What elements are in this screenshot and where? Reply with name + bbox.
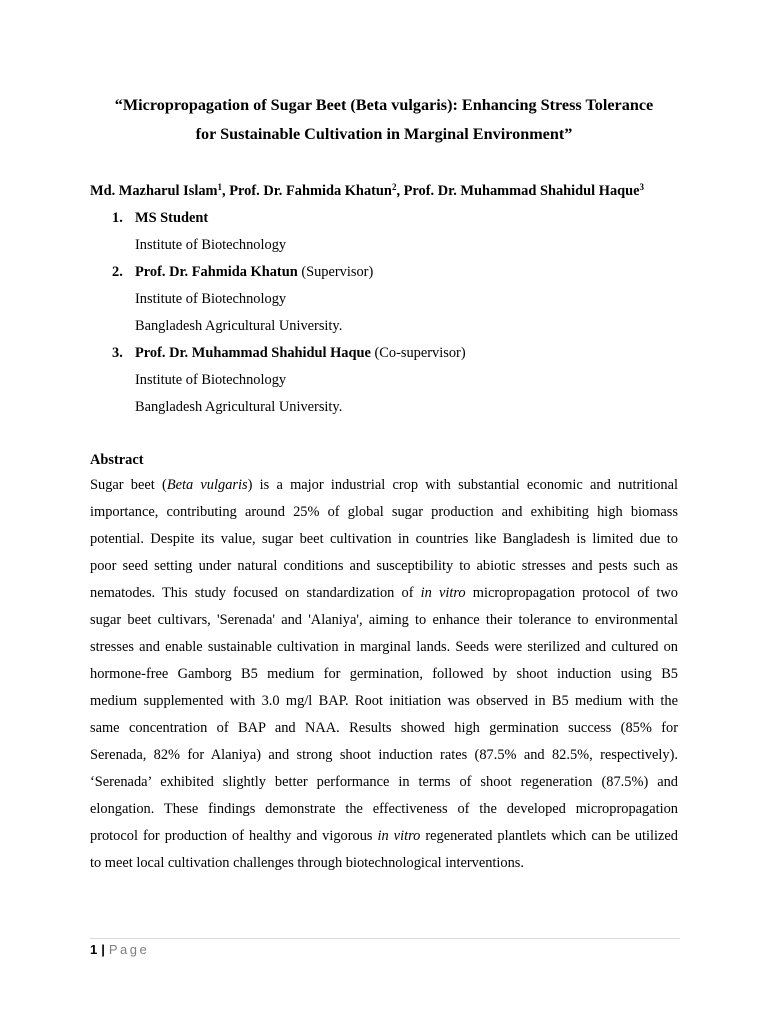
abstract-italic-term: Beta vulgaris bbox=[166, 477, 248, 493]
abstract-text: stresses and enable sustainable cultivation in marginal lands. Seeds were sterilized and cultured on bbox=[90, 639, 678, 655]
abstract-text: regenerated plantlets which can be utilized bbox=[420, 828, 678, 844]
abstract-line bbox=[90, 796, 678, 823]
abstract-text: Serenada, 82% for Alaniya) and strong shoot induction rates (87.5% and 82.5%, respectively). bbox=[90, 747, 678, 763]
abstract-text: hormone-free Gamborg B5 medium for germination, followed by shoot induction using B5 bbox=[90, 666, 678, 682]
affiliation-role: (Supervisor) bbox=[297, 264, 374, 280]
page-number: 1 bbox=[90, 942, 98, 957]
abstract-line bbox=[90, 850, 678, 877]
affiliation-name: Prof. Dr. Muhammad Shahidul Haque bbox=[135, 345, 371, 361]
abstract-line bbox=[90, 634, 678, 661]
abstract-body bbox=[90, 472, 678, 877]
abstract-text: nematodes. This study focused on standardization of bbox=[90, 585, 421, 601]
affiliation-item bbox=[112, 340, 692, 421]
affiliation-institute: Institute of Biotechnology bbox=[135, 291, 287, 307]
author-name: Md. Mazharul Islam bbox=[90, 183, 218, 199]
author-list bbox=[90, 181, 690, 201]
abstract-text: micropropagation protocol of two bbox=[465, 585, 678, 601]
affiliation-name: MS Student bbox=[135, 210, 209, 226]
affiliation-university: Bangladesh Agricultural University. bbox=[135, 399, 343, 415]
abstract-line bbox=[90, 742, 678, 769]
abstract-text: same concentration of BAP and NAA. Results showed high germination success (85% for bbox=[90, 720, 678, 736]
paper-title bbox=[80, 91, 688, 149]
author-superscript: 3 bbox=[639, 182, 645, 192]
affiliation-list bbox=[112, 205, 692, 421]
abstract-heading: Abstract bbox=[90, 452, 144, 468]
abstract-text: ‘Serenada’ exhibited slightly better performance in terms of shoot regeneration (87.5%) and bbox=[90, 774, 678, 790]
author-name: Prof. Dr. Muhammad Shahidul Haque bbox=[403, 183, 640, 199]
abstract-text: protocol for production of healthy and vigorous bbox=[90, 828, 378, 844]
author-separator: , bbox=[222, 183, 230, 199]
page-footer bbox=[90, 941, 149, 959]
abstract-line bbox=[90, 715, 678, 742]
abstract-line bbox=[90, 553, 678, 580]
abstract-text: poor seed setting under natural conditions and susceptibility to abiotic stresses and pests such as bbox=[90, 558, 678, 574]
title-line-1: “Micropropagation of Sugar Beet (Beta vulgaris): Enhancing Stress Tolerance bbox=[114, 96, 654, 114]
abstract-text: ) is a major industrial crop with substantial economic and nutritional bbox=[247, 477, 679, 493]
abstract-italic-term: in vitro bbox=[377, 828, 421, 844]
abstract-text: elongation. These findings demonstrate the effectiveness of the developed micropropagation bbox=[90, 801, 678, 817]
affiliation-name: Prof. Dr. Fahmida Khatun bbox=[135, 264, 298, 280]
affiliation-number: 2. bbox=[112, 264, 123, 280]
abstract-line bbox=[90, 499, 678, 526]
abstract-line bbox=[90, 823, 678, 850]
abstract-text: sugar beet cultivars, 'Serenada' and 'Alaniya', aiming to enhance their tolerance to environmental bbox=[90, 612, 678, 628]
abstract-text: potential. Despite its value, sugar beet cultivation in countries like Bangladesh is limited due to bbox=[90, 531, 678, 547]
author-superscript: 1 bbox=[217, 182, 223, 192]
footer-divider bbox=[90, 938, 680, 939]
affiliation-number: 3. bbox=[112, 345, 123, 361]
abstract-text: to meet local cultivation challenges through biotechnological interventions. bbox=[90, 855, 524, 871]
author-superscript: 2 bbox=[391, 182, 397, 192]
abstract-line bbox=[90, 661, 678, 688]
abstract-line bbox=[90, 769, 678, 796]
abstract-line bbox=[90, 472, 678, 499]
abstract-text: Sugar beet ( bbox=[90, 477, 167, 493]
page-label: Page bbox=[108, 942, 150, 957]
abstract-line bbox=[90, 526, 678, 553]
author-name: Prof. Dr. Fahmida Khatun bbox=[229, 183, 392, 199]
abstract-text: medium supplemented with 3.0 mg/l BAP. Root initiation was observed in B5 medium with the bbox=[90, 693, 678, 709]
affiliation-role: (Co-supervisor) bbox=[370, 345, 466, 361]
abstract-line bbox=[90, 580, 678, 607]
abstract-line bbox=[90, 607, 678, 634]
affiliation-institute: Institute of Biotechnology bbox=[135, 237, 287, 253]
title-line-2: for Sustainable Cultivation in Marginal Environment” bbox=[195, 125, 573, 143]
abstract-italic-term: in vitro bbox=[420, 585, 466, 601]
author-separator: , bbox=[396, 183, 404, 199]
abstract-line bbox=[90, 688, 678, 715]
affiliation-institute: Institute of Biotechnology bbox=[135, 372, 287, 388]
footer-separator: | bbox=[101, 942, 105, 957]
affiliation-item bbox=[112, 259, 692, 340]
affiliation-number: 1. bbox=[112, 210, 123, 226]
affiliation-item bbox=[112, 205, 692, 259]
affiliation-university: Bangladesh Agricultural University. bbox=[135, 318, 343, 334]
abstract-text: importance, contributing around 25% of global sugar production and exhibiting high biomass bbox=[90, 504, 678, 520]
